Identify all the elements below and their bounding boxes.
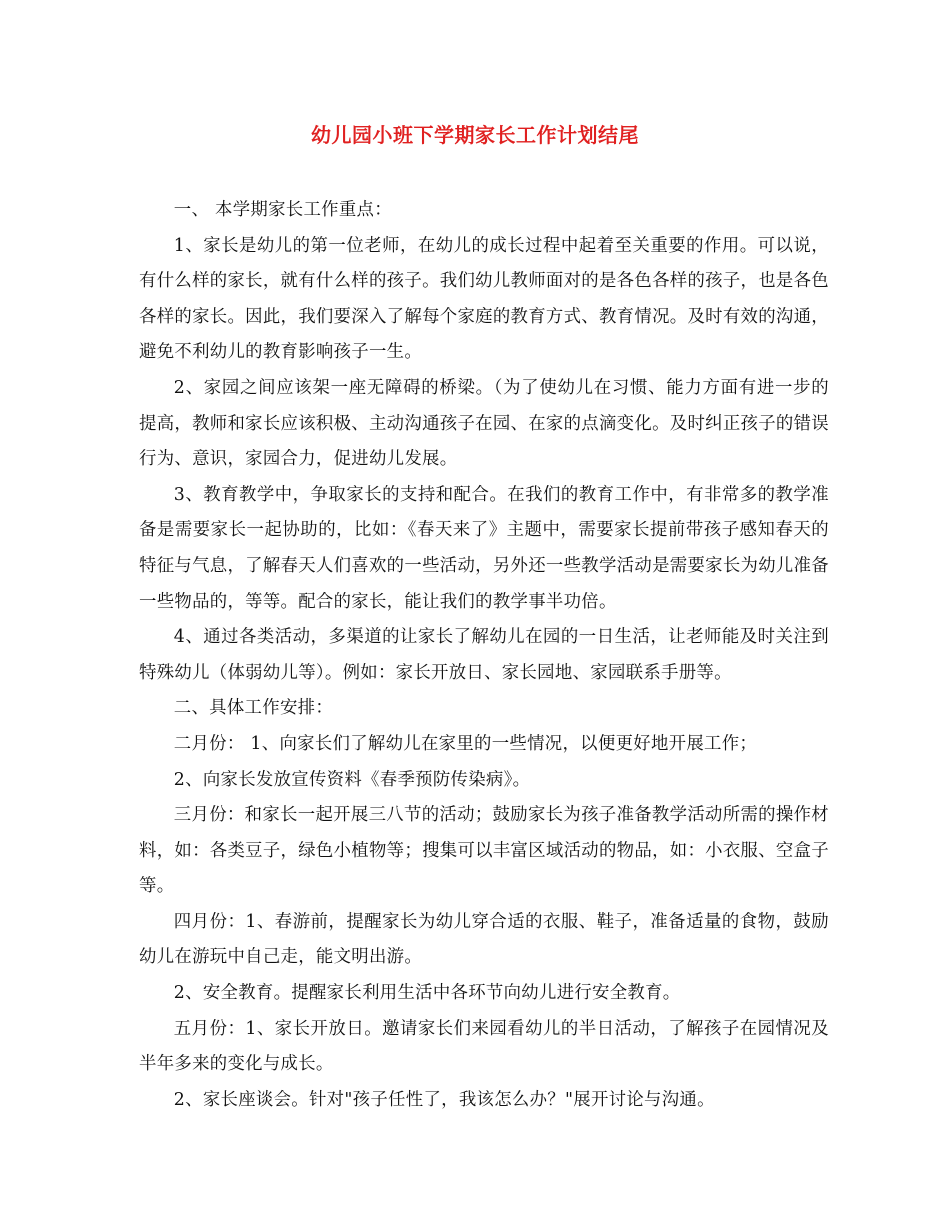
paragraph: 4、通过各类活动，多渠道的让家长了解幼儿在园的一日生活，让老师能及时关注到特殊幼儿（体弱幼儿等）。例如：家长开放日、家长园地、家园联系手册等。 — [139, 627, 829, 683]
paragraph: 一、 本学期家长工作重点： — [173, 200, 392, 220]
paragraph: 三月份：和家长一起开展三八节的活动；鼓励家长为孩子准备教学活动所需的操作材料，如：各类豆子，绿色小植物等；搜集可以丰富区域活动的物品，如：小衣服、空盒子等。 — [139, 805, 829, 897]
paragraph: 3、教育教学中，争取家长的支持和配合。在我们的教育工作中，有非常多的教学准备是需要家长一起协助的，比如：《春天来了》主题中，需要家长提前带孩子感知春天的特征与气息，了解春天人们喜欢的一些活动，另外还一些教学活动是需要家长为幼儿准备一些物品的，等等。配合的家长，能让我们的教学事半功倍。 — [139, 484, 829, 612]
document-title: 幼儿园小班下学期家长工作计划结尾 — [311, 123, 639, 147]
paragraph: 二月份： 1、向家长们了解幼儿在家里的一些情况，以便更好地开展工作； — [173, 733, 758, 754]
paragraph: 四月份：1、春游前，提醒家长为幼儿穿合适的衣服、鞋子，准备适量的食物，鼓励幼儿在游玩中自己走，能文明出游。 — [139, 911, 829, 968]
paragraph: 1、家长是幼儿的第一位老师，在幼儿的成长过程中起着至关重要的作用。可以说，有什么样的家长，就有什么样的孩子。我们幼儿教师面对的是各色各样的孩子，也是各色各样的家长。因此，我们要深入了解每个家庭的教育方式、教育情况。及时有效的沟通，避免不利幼儿的教育影响孩子一生。 — [139, 235, 829, 363]
document-body — [139, 193, 829, 1118]
paragraph: 2、向家长发放宣传资料《春季预防传染病》。 — [173, 769, 531, 790]
paragraph: 2、家园之间应该架一座无障碍的桥梁。（为了使幼儿在习惯、能力方面有进一步的提高，教师和家长应该积极、主动沟通孩子在园、在家的点滴变化。及时纠正孩子的错误行为、意识，家园合力，促进幼儿发展。 — [139, 377, 829, 470]
paragraph: 2、安全教育。提醒家长利用生活中各环节向幼儿进行安全教育。 — [173, 983, 681, 1004]
paragraph: 二、具体工作安排： — [173, 698, 334, 719]
paragraph: 2、家长座谈会。针对"孩子任性了，我该怎么办？"展开讨论与沟通。 — [173, 1089, 715, 1110]
paragraph: 五月份：1、家长开放日。邀请家长们来园看幼儿的半日活动，了解孩子在园情况及半年多来的变化与成长。 — [139, 1018, 829, 1075]
